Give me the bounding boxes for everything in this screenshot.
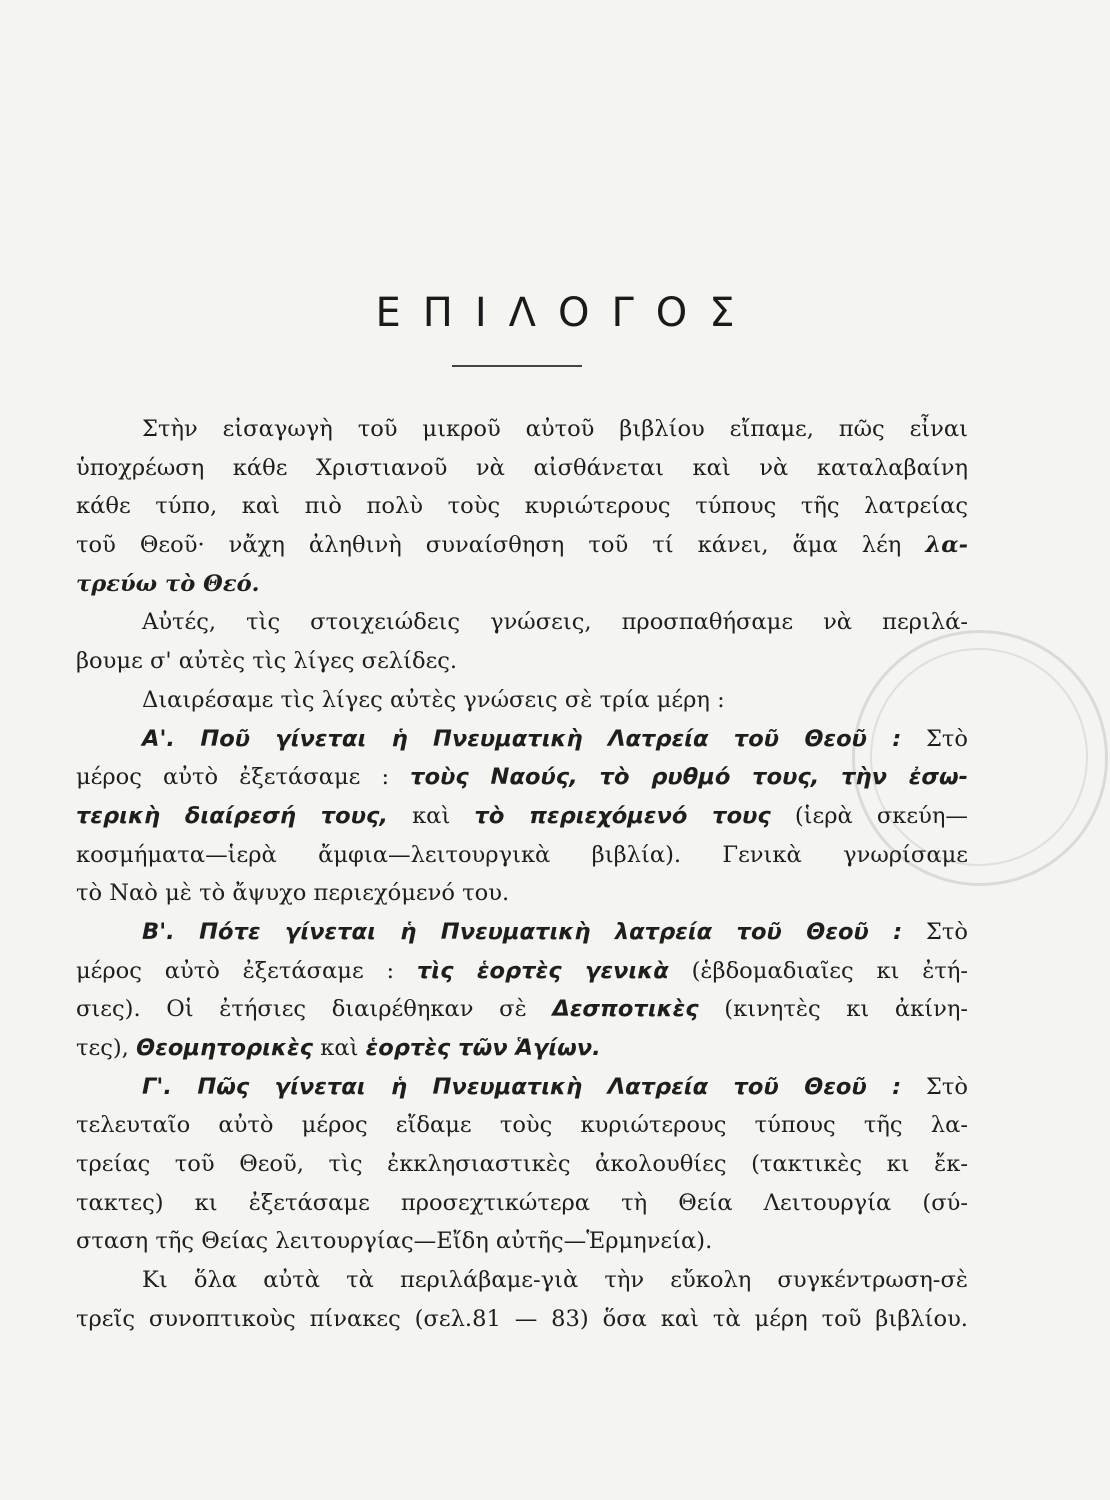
paragraph-line: τακτες) κι ἐξετάσαμε προσεχτικώτερα τὴ Θεία Λειτουργία (σύ-: [76, 1189, 968, 1216]
paragraph-line: τερικὴ διαίρεσή τους, καὶ τὸ περιεχόμενό τους (ἱερὰ σκεύη—: [76, 802, 968, 829]
paragraph-line: ὑποχρέωση κάθε Χριστιανοῦ νὰ αἰσθάνεται καὶ νὰ καταλαβαίνη: [76, 454, 968, 481]
paragraph-line: τες), Θεομητορικὲς καὶ ἑορτὲς τῶν Ἁγίων.: [76, 1035, 601, 1061]
paragraph-line: τὸ Ναὸ μὲ τὸ ἄψυχο περιεχόμενό του.: [76, 880, 510, 907]
section-heading-line: Α'. Ποῦ γίνεται ἡ Πνευματικὴ Λατρεία τοῦ Θεοῦ : Στὸ: [142, 725, 969, 752]
paragraph-line: κοσμήματα—ἱερὰ ἄμφια—λειτουργικὰ βιβλία). Γενικὰ γνωρίσαμε: [76, 841, 968, 868]
paragraph-line: τελευταῖο αὐτὸ μέρος εἴδαμε τοὺς κυριώτερους τύπους τῆς λα-: [76, 1112, 968, 1139]
paragraph-line: τρείας τοῦ Θεοῦ, τὶς ἐκκλησιαστικὲς ἀκολουθίες (τακτικὲς κι ἔκ-: [76, 1151, 968, 1178]
paragraph-line: βουμε σ' αὐτὲς τὶς λίγες σελίδες.: [76, 648, 458, 675]
paragraph-line: Διαιρέσαμε τὶς λίγες αὐτὲς γνώσεις σὲ τρία μέρη :: [142, 686, 725, 713]
section-heading-line: Γ'. Πῶς γίνεται ἡ Πνευματικὴ Λατρεία τοῦ Θεοῦ : Στὸ: [142, 1073, 968, 1100]
paragraph-line: Αὐτές, τὶς στοιχειώδεις γνώσεις, προσπαθήσαμε νὰ περιλά-: [142, 609, 968, 636]
paragraph-line: σταση τῆς Θείας λειτουργίας—Εἴδη αὐτῆς—Ἑρμηνεία).: [76, 1228, 713, 1255]
section-heading-line: Β'. Πότε γίνεται ἡ Πνευματικὴ λατρεία τοῦ Θεοῦ : Στὸ: [142, 918, 968, 945]
paragraph-line: σιες). Οἱ ἐτήσιες διαιρέθηκαν σὲ Δεσποτικὲς (κινητὲς κι ἀκίνη-: [76, 996, 969, 1023]
paragraph-line: μέρος αὐτὸ ἐξετάσαμε : τοὺς Ναούς, τὸ ρυθμό τους, τὴν ἐσω-: [76, 764, 968, 791]
paragraph-line: κάθε τύπο, καὶ πιὸ πολὺ τοὺς κυριώτερους τύπους τῆς λατρείας: [76, 493, 968, 520]
paragraph-line: τρεῖς συνοπτικοὺς πίνακες (σελ.81 — 83) ὅσα καὶ τὰ μέρη τοῦ βιβλίου.: [76, 1305, 968, 1332]
page-title: ΕΠΙΛΟΓΟΣ: [375, 290, 757, 336]
paragraph-line: τρεύω τὸ Θεό.: [76, 570, 260, 597]
paragraph-line: μέρος αὐτὸ ἐξετάσαμε : τὶς ἑορτὲς γενικὰ (ἑβδομαδιαῖες κι ἐτή-: [76, 957, 968, 984]
paragraph-line: Κι ὅλα αὐτὰ τὰ περιλάβαμε-γιὰ τὴν εὔκολη συγκέντρωση-σὲ: [142, 1267, 968, 1294]
paragraph-line: Στὴν εἰσαγωγὴ τοῦ μικροῦ αὐτοῦ βιβλίου εἴπαμε, πῶς εἶναι: [142, 416, 968, 442]
title-divider: [452, 365, 582, 367]
epilogue-text: [76, 410, 968, 1339]
paragraph-line: τοῦ Θεοῦ· νἄχη ἀληθινὴ συναίσθηση τοῦ τί κάνει, ἅμα λέη λα-: [76, 532, 968, 559]
